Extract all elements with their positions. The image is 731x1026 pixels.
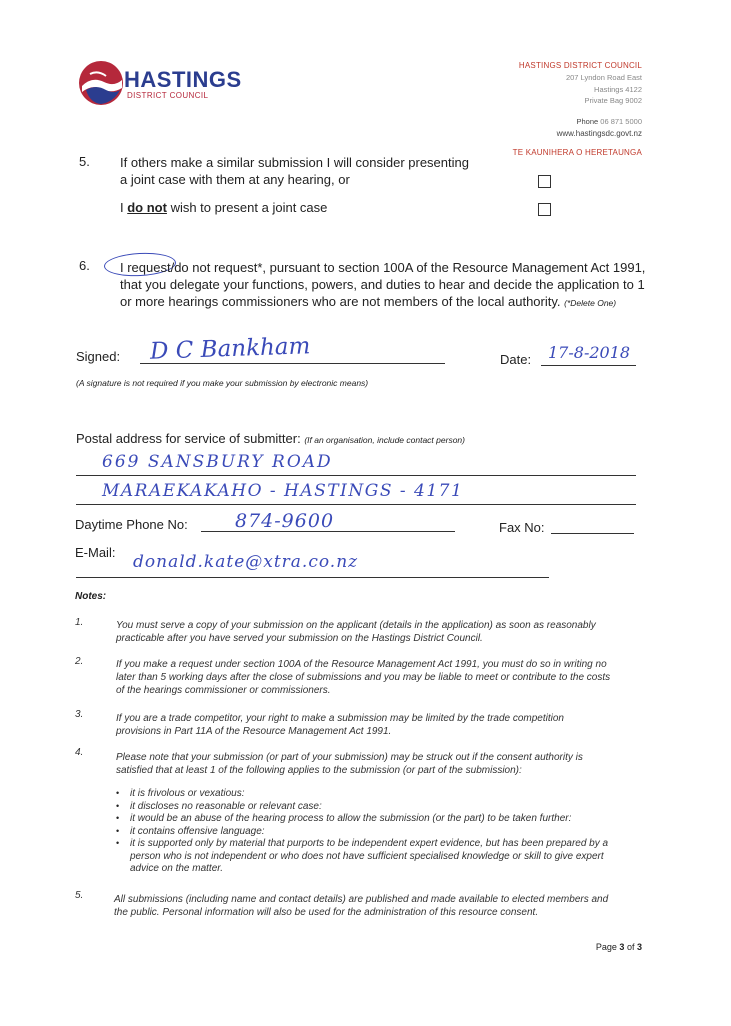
postal-address-label xyxy=(76,430,465,449)
page-current: 3 xyxy=(619,942,625,952)
date-line xyxy=(541,365,636,366)
website: www.hastingsdc.govt.nz xyxy=(556,129,642,138)
bullet-line: it would be an abuse of the hearing process to allow the submission (or the part) to be taken further: xyxy=(130,813,572,824)
note-line: If you make a request under section 100A of the Resource Management Act 1991, you must do so in writing no xyxy=(116,659,607,670)
address-line-2-rule xyxy=(76,504,636,505)
signature-note: (A signature is not required if you make your submission by electronic means) xyxy=(76,378,369,388)
note-number: 4. xyxy=(75,747,84,758)
q5-line1: If others make a similar submission I will consider presenting xyxy=(120,155,469,170)
bullet-item xyxy=(116,813,644,826)
phone-label: Phone xyxy=(576,117,599,126)
email-rule xyxy=(76,577,549,578)
joint-case-checkbox[interactable] xyxy=(538,175,551,188)
note-number: 5. xyxy=(75,890,84,901)
note-number: 3. xyxy=(75,709,84,720)
date-value[interactable]: 17-8-2018 xyxy=(548,343,631,362)
q6-number: 6. xyxy=(79,258,90,273)
q5-opt2-post: wish to present a joint case xyxy=(166,200,328,215)
logo-subtitle: DISTRICT COUNCIL xyxy=(127,91,209,100)
note-line: later than 5 working days after the close of submissions and you may be liable to meet or contribute to the costs xyxy=(116,672,611,683)
q6-request: I request xyxy=(120,260,171,275)
phone-rule xyxy=(201,531,455,532)
address-line-2[interactable]: MARAEKAKAHO - HASTINGS - 4171 xyxy=(102,481,464,501)
bullet-icon: • xyxy=(116,838,120,848)
bullet-icon: • xyxy=(116,813,120,823)
bullet-line: advice on the matter. xyxy=(130,863,224,874)
page-of: of xyxy=(626,942,635,952)
council-logo xyxy=(78,60,124,106)
daytime-phone-value[interactable]: 874-9600 xyxy=(235,510,335,532)
q6-line1 xyxy=(120,259,645,276)
bullet-item xyxy=(116,788,644,801)
notes-heading: Notes: xyxy=(75,591,107,602)
address-block xyxy=(470,72,642,107)
page-total: 3 xyxy=(636,942,642,952)
hastings-logo-icon xyxy=(78,60,124,106)
q6-line3-text: or more hearings commissioners who are not members of the local authority. xyxy=(120,294,561,309)
bullet-line: it is frivolous or vexatious: xyxy=(130,788,245,799)
phone-line xyxy=(470,117,642,126)
signed-label: Signed: xyxy=(76,349,121,364)
note-line: Please note that your submission (or part of your submission) may be struck out if the consent authority is xyxy=(116,752,583,763)
page-label: Page xyxy=(595,942,617,952)
bullet-list xyxy=(116,788,644,876)
delete-one-note: (*Delete One) xyxy=(564,298,617,308)
note-line: practicable after you have served your submission on the Hastings District Council. xyxy=(116,633,483,644)
note-3 xyxy=(116,712,644,738)
note-number: 1. xyxy=(75,617,84,628)
address-line-1-rule xyxy=(76,475,636,476)
q6-line1-rest: /do not request*, pursuant to section 100A of the Resource Management Act 1991, xyxy=(170,260,646,275)
email-label: E-Mail: xyxy=(75,545,116,560)
note-4 xyxy=(116,751,644,777)
fax-label: Fax No: xyxy=(499,520,545,535)
bullet-item xyxy=(116,838,644,876)
q5-number: 5. xyxy=(79,154,90,169)
postal-label: Postal address for service of submitter: xyxy=(76,431,301,446)
note-line: All submissions (including name and contact details) are published and made available to elected members and xyxy=(114,894,609,905)
bullet-icon: • xyxy=(116,800,120,811)
no-joint-case-checkbox[interactable] xyxy=(538,203,551,216)
daytime-phone-label: Daytime Phone No: xyxy=(75,517,188,532)
maori-name: TE KAUNIHERA O HERETAUNGA xyxy=(512,148,642,157)
address-line: Hastings 4122 xyxy=(594,84,642,94)
logo-name: HASTINGS xyxy=(124,67,242,92)
phone-value: 06 871 5000 xyxy=(600,117,642,126)
address-line: 207 Lyndon Road East xyxy=(565,73,642,82)
fax-rule xyxy=(551,533,634,534)
bullet-line: it is supported only by material that purports to be independent expert evidence, but has been prepared by a xyxy=(130,838,609,849)
note-number: 2. xyxy=(75,656,84,667)
q5-option-no-joint xyxy=(120,199,327,216)
bullet-item xyxy=(116,801,644,814)
address-line-1[interactable]: 669 SANSBURY ROAD xyxy=(102,452,333,472)
bullet-line: it discloses no reasonable or relevant case: xyxy=(130,800,322,812)
bullet-line: it contains offensive language: xyxy=(130,825,265,837)
q5-opt2-bold: do not xyxy=(127,200,167,215)
org-title: HASTINGS DISTRICT COUNCIL xyxy=(518,61,642,70)
q5-line2: a joint case with them at any hearing, or xyxy=(120,172,350,187)
page-number xyxy=(560,942,642,952)
bullet-icon: • xyxy=(116,825,120,836)
postal-hint: (If an organisation, include contact person) xyxy=(304,435,465,445)
note-5 xyxy=(114,893,644,919)
note-line: If you are a trade competitor, your right to make a submission may be limited by the trade competition xyxy=(116,713,564,724)
note-line: provisions in Part 11A of the Resource Management Act 1991. xyxy=(116,726,392,737)
note-1 xyxy=(116,619,644,645)
note-line: You must serve a copy of your submission on the applicant (details in the application) as soon as reasonably xyxy=(116,620,596,631)
signature[interactable]: D C Bankham xyxy=(149,333,311,365)
note-line: of the hearings commissioner or commissioners. xyxy=(116,685,331,696)
note-line: the public. Personal information will also be used for the administration of this resource consent. xyxy=(114,907,539,918)
q6-line2: that you delegate your functions, powers, and duties to hear and decide the application to 1 xyxy=(120,277,645,292)
bullet-icon: • xyxy=(116,788,120,798)
q5-opt2-pre: I xyxy=(120,200,128,215)
note-line: satisfied that at least 1 of the following applies to the submission (or part of the submission): xyxy=(116,765,522,776)
q6-line3 xyxy=(120,293,616,312)
bullet-item xyxy=(116,826,644,839)
address-line: Private Bag 9002 xyxy=(584,96,642,105)
bullet-line: person who is not independent or who does not have sufficient specialised knowledge or skill to give expert xyxy=(130,850,604,862)
date-label: Date: xyxy=(500,352,532,367)
email-value[interactable]: donald.kate@xtra.co.nz xyxy=(133,552,359,572)
note-2 xyxy=(116,658,644,697)
